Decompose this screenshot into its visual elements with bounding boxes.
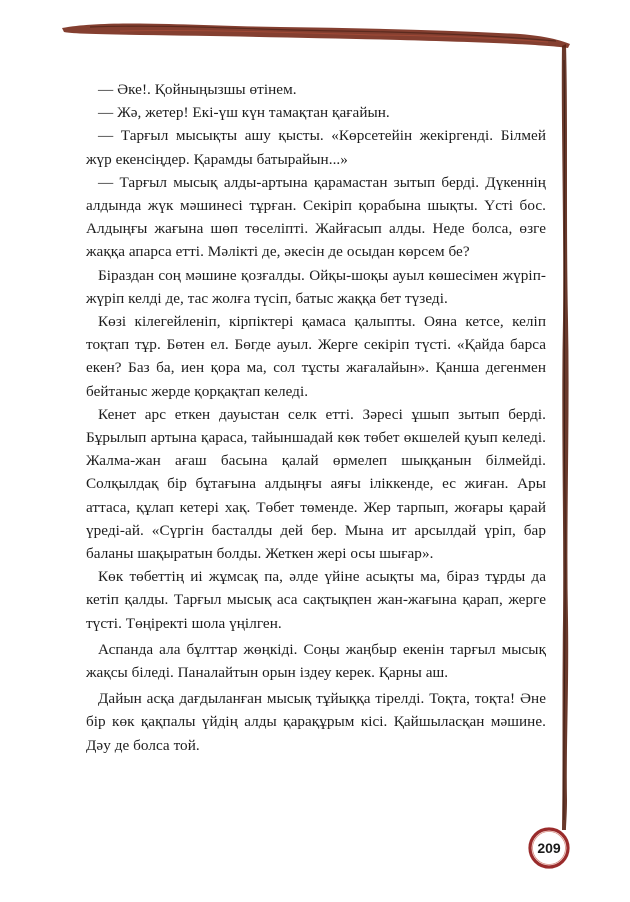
story-text [86, 78, 546, 757]
paragraph: Көзі кілегейленіп, кірпіктері қамаса қалыпты. Ояна кетсе, келіп тоқтап тұр. Бөтен ел. Бөгде ауыл. Жерге секіріп түсті. «Қайда барса екен? Баз ба, иен қора ма, сол тұсты жағалайын». Қанша дегенмен бейтаныс жерде қорқақтап келеді. [86, 313, 546, 400]
paragraph: — Тарғыл мысықты ашу қысты. «Көрсетейін жекіргенді. Білмей жүр екенсіңдер. Қарамды батырайын...» [86, 127, 546, 168]
right-brush-stroke [562, 44, 569, 830]
paragraph: Аспанда ала бұлттар жөңкіді. Соңы жаңбыр екенін тарғыл мысық жақсы біледі. Паналайтын орын іздеу керек. Қарны аш. [86, 640, 546, 682]
paragraph: — Әке!. Қойныңызшы өтінем. [98, 81, 297, 98]
page-number: 209 [537, 840, 561, 856]
top-brush-stroke [62, 23, 570, 48]
paragraph: — Жә, жетер! Екі-үш күн тамақтан қағайын. [98, 104, 390, 122]
paragraph: Көк төбеттің иі жұмсақ па, әлде үйіне асықты ма, біраз тұрды да кетіп қалды. Тарғыл мысық аса сақтықпен жан-жағына қарап, жерге түсті. Төңіректі шола үңілген. [86, 568, 546, 632]
paragraph: Біраздан соң мәшине қозғалды. Ойқы-шоқы ауыл көшесімен жүріп-жүріп келді де, тас жолға түсіп, батыс жаққа бет түзеді. [86, 266, 546, 307]
paragraph: — Тарғыл мысық алды-артына қарамастан зытып берді. Дүкеннің алдында жүк мәшинесі тұрған. Секіріп қорабына шықты. Үсті бос. Алдыңғы жағына шөп төселіпті. Жайғасып алды. Неде болса, өзге жаққа апарса етті. Мәлікті де, әкесін де осыдан көрсем бе? [86, 173, 546, 261]
paragraph: Дайын асқа дағдыланған мысық тұйыққа тірелді. Тоқта, тоқта! Әне бір көк қақпалы үйдің алды қарақұрым кісі. Қайшыласқан мәшине. Дәу де болса той. [86, 690, 546, 754]
paragraph: Кенет арс еткен дауыстан селк етті. Зәресі ұшып зытып берді. Бұрылып артына қараса, тайыншадай көк төбет өкшелей қуып келеді. Жалма-жан ағаш басына қалай өрмелеп шыққанын білмейді. Солқылдақ бір бұтағына алдыңғы аяғы іліккенде, ес жиған. Ары аттаса, құлап кетері хақ. Төбет төменде. Жер тарпып, жоғары қарай үреді-ай. «Сүргін басталды дей бер. Мына ит арсылдай үріп, бар баланы шақыратын болды. Жеткен жері осы шығар». [86, 405, 546, 563]
